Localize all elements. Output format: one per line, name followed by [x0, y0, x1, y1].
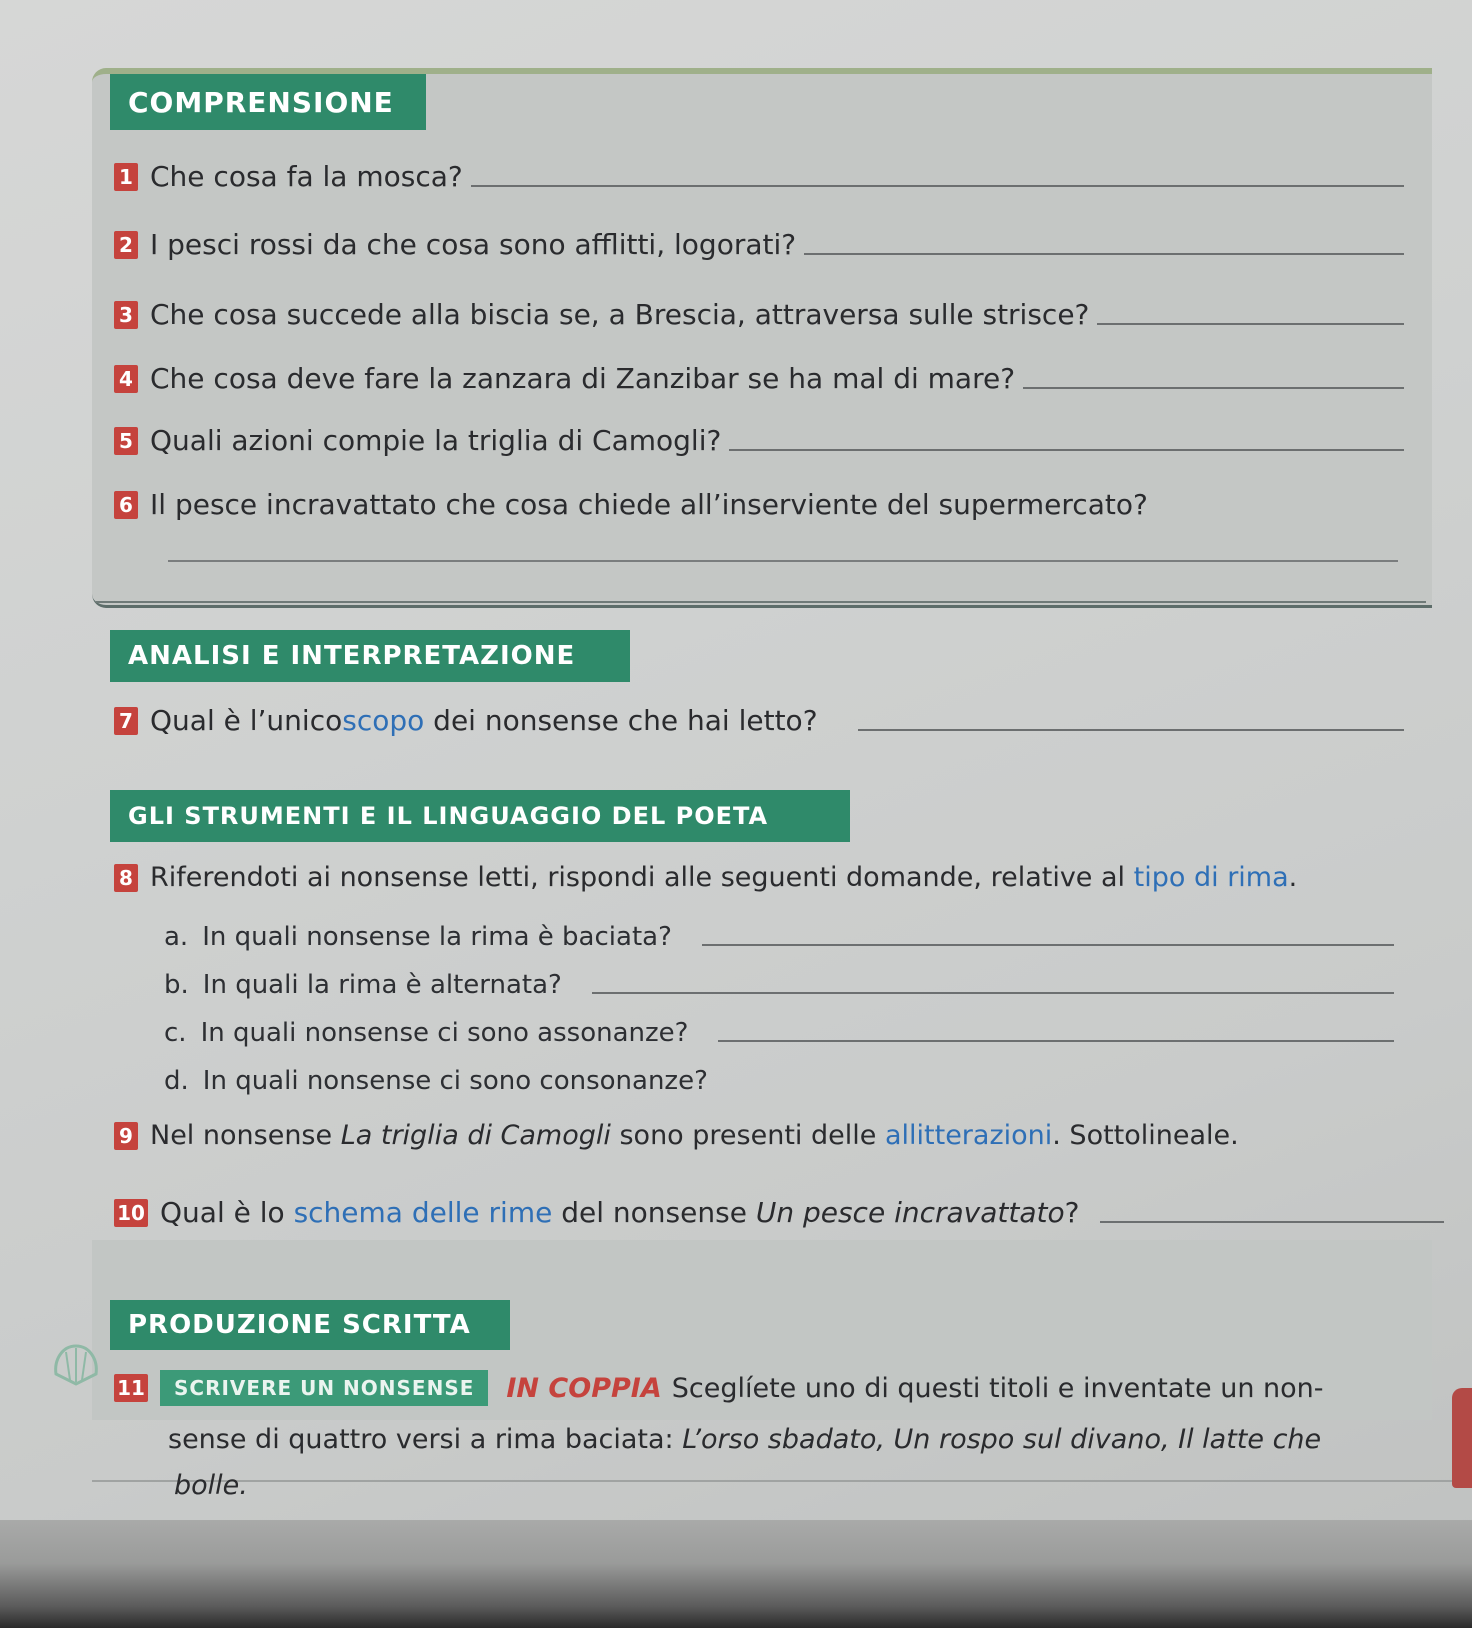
- question-text-post: . Sottolineale.: [1052, 1120, 1239, 1151]
- question-text: Quali azioni compie la triglia di Camogli?: [150, 424, 722, 457]
- answer-line[interactable]: [702, 944, 1394, 946]
- sub-text: In quali nonsense ci sono consonanze?: [202, 1066, 708, 1096]
- answer-line[interactable]: [1100, 1221, 1445, 1223]
- sub-question-a: [164, 922, 1394, 952]
- question-text-mid: del nonsense: [552, 1196, 756, 1229]
- q11-line3: [174, 1470, 574, 1501]
- question-number: 10: [114, 1199, 148, 1227]
- question-8: [114, 862, 1444, 893]
- section-strumenti: GLI STRUMENTI E IL LINGUAGGIO DEL POETA: [110, 790, 850, 842]
- section-comprensione: COMPRENSIONE: [110, 74, 426, 130]
- question-number: 2: [114, 231, 138, 259]
- title-options: L’orso sbadato, Un rospo sul divano, Il latte che: [682, 1424, 1322, 1455]
- question-text-pre: Qual è l’unico: [150, 704, 343, 737]
- q11-line2-pre: sense di quattro versi a rima baciata:: [168, 1424, 683, 1455]
- section-produzione: PRODUZIONE SCRITTA: [110, 1300, 510, 1350]
- question-6: [114, 488, 1404, 521]
- question-text: Che cosa deve fare la zanzara di Zanzibar se ha mal di mare?: [150, 362, 1016, 395]
- question-keyword: allitterazioni: [884, 1120, 1053, 1151]
- question-1: [114, 160, 1404, 193]
- question-keyword: tipo di rima: [1133, 862, 1289, 893]
- q11-line3-text: bolle.: [174, 1470, 248, 1501]
- question-10: [114, 1196, 1444, 1229]
- question-number: 8: [114, 864, 138, 892]
- question-text: Che cosa succede alla biscia se, a Brescia, attraversa sulle strisce?: [150, 298, 1090, 331]
- answer-line[interactable]: [1097, 323, 1404, 325]
- question-text: Il pesce incravattato che cosa chiede all’inserviente del supermercato?: [150, 488, 1148, 521]
- q11-line1: Sceglíete uno di questi titoli e inventate un non-: [671, 1372, 1324, 1404]
- question-keyword: schema delle rime: [293, 1196, 553, 1229]
- question-2: [114, 228, 1404, 261]
- section-analisi: ANALISI E INTERPRETAZIONE: [110, 630, 630, 682]
- question-keyword: scopo: [342, 704, 425, 737]
- answer-line[interactable]: [804, 253, 1404, 255]
- sub-letter: a.: [164, 922, 189, 952]
- question-3: [114, 298, 1404, 331]
- question-text-post: ?: [1064, 1196, 1080, 1229]
- sub-text: In quali nonsense ci sono assonanze?: [200, 1018, 689, 1048]
- answer-line[interactable]: [718, 1040, 1394, 1042]
- question-number: 4: [114, 365, 138, 393]
- sub-question-b: [164, 970, 1394, 1000]
- question-number: 1: [114, 163, 138, 191]
- question-number: 9: [114, 1122, 138, 1150]
- answer-line[interactable]: [1023, 387, 1404, 389]
- question-text-pre: Riferendoti ai nonsense letti, rispondi alle seguenti domande, relative al: [150, 862, 1134, 893]
- shell-icon: [50, 1340, 102, 1390]
- question-text-mid: sono presenti delle: [610, 1120, 885, 1151]
- poem-title: La triglia di Camogli: [340, 1120, 611, 1151]
- sub-question-c: [164, 1018, 1394, 1048]
- question-11: [114, 1370, 1454, 1406]
- answer-line[interactable]: [858, 729, 1404, 731]
- question-text: Che cosa fa la mosca?: [150, 160, 463, 193]
- question-text-post: dei nonsense che hai letto?: [424, 704, 818, 737]
- question-text-pre: Nel nonsense: [150, 1120, 341, 1151]
- sub-letter: d.: [164, 1066, 189, 1096]
- page-bottom-shadow: [0, 1520, 1472, 1628]
- question-text-post: .: [1288, 862, 1298, 893]
- answer-line[interactable]: [729, 449, 1404, 451]
- question-number: 7: [114, 707, 138, 735]
- question-5: [114, 424, 1404, 457]
- panel-divider: [96, 601, 1426, 603]
- question-number: 6: [114, 491, 138, 519]
- question-4: [114, 362, 1404, 395]
- sub-text: In quali la rima è alternata?: [202, 970, 562, 1000]
- question-text-pre: Qual è lo: [160, 1196, 294, 1229]
- question-number: 3: [114, 301, 138, 329]
- question-9: [114, 1120, 1444, 1151]
- answer-line[interactable]: [471, 185, 1404, 187]
- question-7: [114, 704, 1404, 737]
- poem-title: Un pesce incravattato: [755, 1196, 1065, 1229]
- comprehension-panel: [92, 68, 1432, 608]
- q11-line2: [168, 1424, 1458, 1455]
- sub-letter: b.: [164, 970, 189, 1000]
- answer-line[interactable]: [168, 560, 1398, 562]
- sub-question-d: [164, 1066, 1394, 1096]
- sub-letter: c.: [164, 1018, 187, 1048]
- pair-label: IN COPPIA: [506, 1372, 662, 1404]
- question-number: 5: [114, 427, 138, 455]
- question-number: 11: [114, 1374, 148, 1402]
- sub-text: In quali nonsense la rima è baciata?: [202, 922, 672, 952]
- answer-line[interactable]: [592, 992, 1394, 994]
- question-text: I pesci rossi da che cosa sono afflitti, logorati?: [150, 228, 797, 261]
- activity-tag: SCRIVERE UN NONSENSE: [160, 1370, 488, 1406]
